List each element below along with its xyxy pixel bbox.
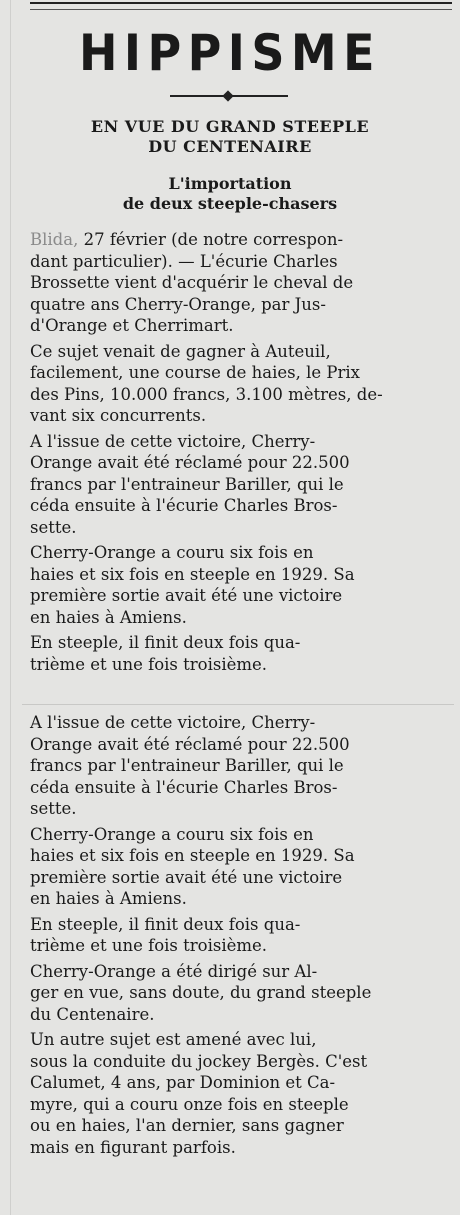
text-line: Ce sujet venait de gagner à Auteuil, bbox=[30, 341, 331, 361]
text-line: Un autre sujet est amené avec lui, bbox=[30, 1030, 317, 1049]
text-line bbox=[30, 229, 450, 251]
text-line: facilement, une course de haies, le Prix bbox=[30, 363, 360, 382]
text-line: En steeple, il finit deux fois qua- bbox=[30, 633, 301, 652]
text-line: Brossette vient d'acquérir le cheval de bbox=[30, 273, 354, 292]
ornament-diamond bbox=[222, 90, 233, 101]
paragraph bbox=[30, 431, 450, 539]
text-line: Cherry-Orange a été dirigé sur Al- bbox=[30, 961, 318, 981]
text-line: ger en vue, sans doute, du grand steeple bbox=[30, 983, 372, 1002]
text-line: mais en figurant parfois. bbox=[30, 1137, 236, 1157]
text-line: vant six concurrents. bbox=[30, 406, 207, 425]
text-line: en haies à Amiens. bbox=[30, 607, 187, 627]
article-headline bbox=[30, 117, 430, 157]
paragraph bbox=[30, 632, 450, 675]
text-line: sette. bbox=[30, 799, 77, 818]
text-line: Orange avait été réclamé pour 22.500 bbox=[30, 734, 350, 754]
text-line: ou en haies, l'an dernier, sans gagner bbox=[30, 1116, 344, 1135]
text-line: d'Orange et Cherrimart. bbox=[30, 316, 234, 335]
text-line: haies et six fois en steeple en 1929. Sa bbox=[30, 846, 355, 865]
ornament-divider bbox=[170, 94, 288, 98]
text-line: myre, qui a couru onze fois en steeple bbox=[30, 1094, 349, 1114]
paragraph bbox=[30, 712, 450, 820]
article-subhead bbox=[30, 174, 430, 214]
text-line: sous la conduite du jockey Bergès. C'est bbox=[30, 1051, 368, 1071]
text-line: du Centenaire. bbox=[30, 1004, 155, 1024]
subhead-line: L'importation bbox=[168, 174, 292, 193]
text-line: trième et une fois troisième. bbox=[30, 654, 268, 674]
paragraph bbox=[30, 824, 450, 910]
text-line: francs par l'entraineur Bariller, qui le bbox=[30, 756, 344, 775]
paragraph bbox=[30, 229, 450, 337]
subhead-line: de deux steeple-chasers bbox=[122, 194, 338, 213]
text-line: francs par l'entraineur Bariller, qui le bbox=[30, 474, 344, 494]
paragraph bbox=[30, 1029, 450, 1158]
text-line: dant particulier). — L'écurie Charles bbox=[30, 251, 338, 271]
dateline-rest: 27 février (de notre correspon- bbox=[83, 230, 344, 249]
headline-line: DU CENTENAIRE bbox=[148, 137, 312, 156]
text-line: première sortie avait été une victoire bbox=[30, 867, 343, 887]
text-line: Orange avait été réclamé pour 22.500 bbox=[30, 453, 350, 472]
text-line: sette. bbox=[30, 517, 77, 537]
text-line: céda ensuite à l'écurie Charles Bros- bbox=[30, 777, 338, 797]
text-line: quatre ans Cherry-Orange, par Jus- bbox=[30, 294, 326, 314]
text-line: des Pins, 10.000 francs, 3.100 mètres, de- bbox=[30, 384, 383, 404]
text-line: première sortie avait été une victoire bbox=[30, 586, 343, 605]
text-line: trième et une fois troisième. bbox=[30, 936, 268, 955]
text-line: en haies à Amiens. bbox=[30, 889, 187, 908]
dateline-place: Blida, bbox=[30, 230, 79, 249]
text-line: En steeple, il finit deux fois qua- bbox=[30, 914, 301, 934]
article-body-part1 bbox=[30, 229, 450, 679]
headline-line: EN VUE DU GRAND STEEPLE bbox=[90, 117, 370, 136]
paragraph bbox=[30, 542, 450, 628]
top-rule bbox=[30, 2, 452, 10]
text-line: A l'issue de cette victoire, Cherry- bbox=[30, 431, 316, 451]
text-line: A l'issue de cette victoire, Cherry- bbox=[30, 713, 316, 732]
text-line: Cherry-Orange a couru six fois en bbox=[30, 543, 314, 562]
section-title: HIPPISME bbox=[78, 24, 381, 82]
text-line: haies et six fois en steeple en 1929. Sa bbox=[30, 564, 355, 584]
article-body-part2 bbox=[30, 712, 450, 1162]
clipping-divider bbox=[22, 704, 454, 705]
paragraph bbox=[30, 914, 450, 957]
paragraph bbox=[30, 341, 450, 427]
text-line: céda ensuite à l'écurie Charles Bros- bbox=[30, 496, 338, 515]
paragraph bbox=[30, 961, 450, 1026]
text-line: Calumet, 4 ans, par Dominion et Ca- bbox=[30, 1073, 336, 1092]
text-line: Cherry-Orange a couru six fois en bbox=[30, 824, 314, 844]
column-edge bbox=[10, 0, 11, 1215]
